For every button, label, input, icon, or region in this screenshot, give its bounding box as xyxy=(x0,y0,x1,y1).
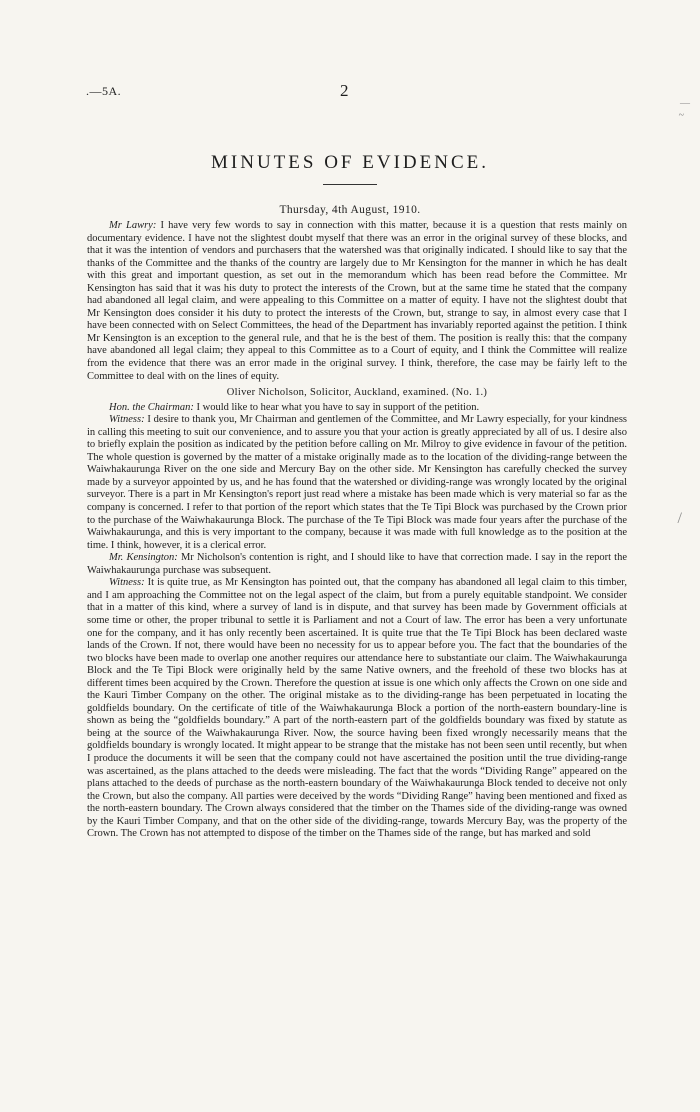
speaker-name: Witness: xyxy=(109,577,145,589)
session-date: Thursday, 4th August, 1910. xyxy=(279,204,421,216)
paragraph-text: I have very few words to say in connection with this matter, because it is a question that rests mainly on documentary evidence. I have not the slightest doubt myself that there was an error in the original survey of these blocks, and that it was the intention of vendors and purchasers that the watershed was that originally indicated. I should like to say that the thanks of the Committee and the thanks of the country are largely due to Mr Kensington for the manner in which he has dealt with this great and important question, as set out in the memorandum which has been read before the Committee. Mr Kensington has said that it was his duty to protect the interests of the Crown, but at the same time he stated that the company had abandoned all legal claim, and were appealing to this Committee on a matter of equity. I have not the slightest doubt that Mr Kensington does consider it his duty to protect the interests of the Crown, but, strange to say, in almost every case that I have been connected with on Select Committees, the head of the Department has invariably reported against the petition. I think Mr Kensington is an exception to the general rule, and that he is the best of them. The position is really this: that the company have abandoned all legal claim; they appeal to this Committee as to a Court of equity, and I think the Committee will realize from the evidence that there was an error made in the original survey. I think, therefore, the case may be fairly left to the Committee to deal with on the lines of equity. xyxy=(87,220,628,382)
speaker-name: Witness: xyxy=(109,414,145,426)
margin-mark: / xyxy=(677,510,682,527)
page-title: MINUTES OF EVIDENCE. xyxy=(211,152,489,173)
paragraph-text: I would like to hear what you have to say in support of the petition. xyxy=(196,401,480,413)
speaker-name: Hon. the Chairman: xyxy=(109,401,194,413)
margin-mark: — xyxy=(680,98,690,109)
speaker-name: Mr Lawry: xyxy=(109,220,157,231)
speaker-name: Mr. Kensington: xyxy=(109,552,178,564)
exchange-paragraph xyxy=(87,414,627,552)
margin-mark: ~ xyxy=(678,110,684,121)
exchange-paragraph xyxy=(87,577,627,840)
page-number: 2 xyxy=(340,81,349,100)
minutes-body xyxy=(87,220,627,841)
title-divider xyxy=(323,184,377,185)
paragraph-text: I desire to thank you, Mr Chairman and gentlemen of the Committee, and Mr Lawry especially, for your kindness in calling this meeting to suit our convenience, and to assure you that your action is greatly appreciated by all of us. I desire also to briefly explain the position as indicated by the petition before calling on Mr. Milroy to give evidence in favour of the petition. The whole question is governed by the matter of a mistake originally made as to the location of the dividing-range between the Waiwhakaurunga River on the one side and Mercury Bay on the other side. Mr Kensington has carefully checked the survey made by a surveyor appointed by us, and he has found that the watershed or dividing-range was wrongly located by the original surveyor. There is a part in Mr Kensington's report just read where a mistake has been made which is very material so far as the company is concerned. I refer to that portion of the report which states that the Te Tipi Block was purchased by the Crown prior to the purchase of the Waiwhakaurunga Block. The purchase of the Te Tipi Block was made four years after the purchase of the Waiwhakaurunga, and this is very important to the company, because it was made with full knowledge as to the position at the time. I think, however, it is a clerical error. xyxy=(87,414,627,551)
paragraph-text: Mr Nicholson's contention is right, and I should like to have that correction made. I say in the report the Waiwhakaurunga purchase was subsequent. xyxy=(87,552,628,576)
opening-paragraph xyxy=(87,220,627,383)
witness-heading: Oliver Nicholson, Solicitor, Auckland, examined. (No. 1.) xyxy=(226,387,488,399)
exchange-paragraph xyxy=(87,552,627,577)
exchange-paragraph xyxy=(87,402,627,415)
paper-reference: .—5A. xyxy=(86,84,122,98)
page-header xyxy=(0,81,700,104)
paragraph-text: It is quite true, as Mr Kensington has pointed out, that the company has abandoned all legal claim to this timber, and I am approaching the Committee not on the legal aspect of the claim, but from a purely equitable standpoint. We consider that in a matter of this kind, where a survey of land is in dispute, and that survey has been made by Government officials at some time or other, the proper tribunal to settle it is Parliament and not a Court of law. The error has been a very unfortunate one for the company, and it has only recently been ascertained. It is quite true that the Te Tipi Block has been declared waste lands of the Crown. If not, there would have been no necessity for us to appear before you. The fact that the boundaries of the two blocks have been made to overlap one another requires our attendance here to substantiate our claim. The Waiwhakaurunga Block and the Te Tipi Block were originally held by the same Native owners, and the freehold of these two blocks has at different times been acquired by the Crown. Therefore the question at issue is one which only affects the Crown on one side and the Kauri Timber Company on the other. The original mistake as to the dividing-range has been perpetuated in locating the goldfields boundary. On the certificate of title of the Waiwhakaurunga Block a portion of the north-eastern boundary-line is shown as being the “goldfields boundary.” A part of the north-eastern part of the goldfields boundary was fixed by statute as being at the source of the Waiwhakaurunga River. Now, the source having been fixed wrongly necessarily means that the goldfields boundary is wrongly located. It might appear to be strange that the mistake has not been seen until recently, but when I produce the documents it will be seen that the company could not have ascertained the position until the true dividing-range was ascertained, as the plans attached to the deeds were misleading. The fact that the words “Dividing Range” appeared on the plans attached to the deeds of purchase as the north-eastern boundary of the Waiwhakaurunga Block tended to deceive not only the Crown, but also the company. All parties were deceived by the words “Dividing Range” having been mentioned and fixed as the north-eastern boundary. The Crown always considered that the timber on the Thames side of the dividing-range was owned by the Kauri Timber Company, and that on the other side of the dividing-range, towards Mercury Bay, was the property of the Crown. The Crown has not attempted to dispose of the timber on the Thames side of the range, but has marked and sold xyxy=(87,577,627,840)
